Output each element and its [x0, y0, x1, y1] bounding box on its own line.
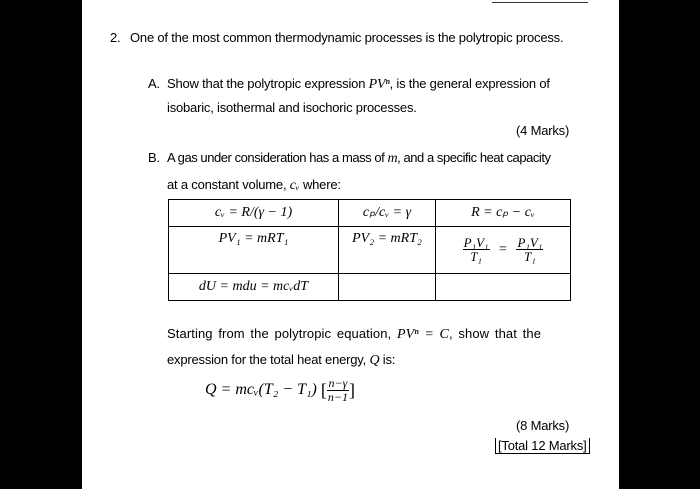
top-rule [492, 0, 588, 3]
heat-formula [205, 372, 355, 408]
question-text: One of the most common thermodynamic processes is the polytropic process. [130, 30, 564, 45]
gas-law-right-den: T₁ [524, 249, 536, 265]
para-line2-tail: is: [379, 352, 396, 367]
gas-law-right-num: P₁V₁ [517, 234, 543, 250]
heat-var: Q [369, 353, 380, 368]
question-number: 2. [110, 30, 121, 45]
part-b-cv-var: cᵥ [289, 178, 300, 193]
part-b-line1 [167, 150, 551, 167]
formula-denominator: n−1 [327, 389, 348, 404]
polytropic-equation: PVⁿ = C [396, 327, 449, 342]
cell-gas-law [436, 226, 571, 273]
part-a-line1-tail: , is the general expression of [389, 76, 550, 91]
cell-state1: PV₁ = mRT₁ [169, 226, 339, 273]
part-b-line1-tail: , and a specific heat capacity [397, 150, 551, 165]
gas-law-left-num: P₁V₁ [463, 234, 489, 250]
total-marks-text: [Total 12 Marks] [495, 438, 590, 454]
document-page [82, 0, 619, 489]
cell-internal-energy: dU = mdu = mcᵥdT [169, 274, 339, 301]
gas-law-right-fraction [516, 236, 543, 264]
part-b-line2-text: at a constant volume, [167, 177, 290, 192]
part-a-line1 [167, 76, 550, 93]
cell-gamma-def: cₚ/cᵥ = γ [339, 200, 436, 227]
equations-table [168, 199, 571, 301]
part-a-line1-text: Show that the polytropic expression [167, 76, 369, 91]
formula-numerator: n−γ [328, 375, 348, 390]
para-line1-tail: , show that the [448, 326, 542, 341]
part-a-marks: (4 Marks) [516, 123, 570, 138]
cell-cv-def: cᵥ = R/(γ − 1) [169, 200, 339, 227]
part-b-line2-tail: where: [299, 177, 341, 192]
gas-law-left-fraction [463, 236, 490, 264]
part-b-marks: (8 Marks) [516, 418, 570, 433]
part-b-para-line1 [167, 326, 541, 343]
cell-empty-1 [339, 274, 436, 301]
gas-law-left-den: T₁ [470, 249, 482, 265]
part-b-line1-text: A gas under consideration has a mass of [167, 150, 388, 165]
part-a-expression: PVⁿ [368, 77, 390, 92]
para-line1-text: Starting from the polytropic equation, [167, 326, 397, 341]
gas-law-equals: = [499, 242, 507, 258]
formula-right-bracket: ] [348, 379, 355, 400]
cell-state2: PV₂ = mRT₂ [339, 226, 436, 273]
part-b-mass-var: m [387, 151, 398, 166]
para-line2-text: expression for the total heat energy, [167, 352, 370, 367]
part-b-label: B. [148, 150, 160, 165]
heat-formula-lhs: Q = mcᵥ(T₂ − T₁) [205, 381, 317, 398]
part-b-line2 [167, 177, 341, 194]
part-a-line2: isobaric, isothermal and isochoric processes. [167, 100, 417, 115]
total-marks [495, 438, 590, 453]
formula-left-bracket: [ [320, 379, 327, 400]
part-a-label: A. [148, 76, 160, 91]
cell-empty-2 [436, 274, 571, 301]
formula-fraction [327, 377, 349, 403]
cell-r-def: R = cₚ − cᵥ [436, 200, 571, 227]
part-b-para-line2 [167, 352, 395, 369]
